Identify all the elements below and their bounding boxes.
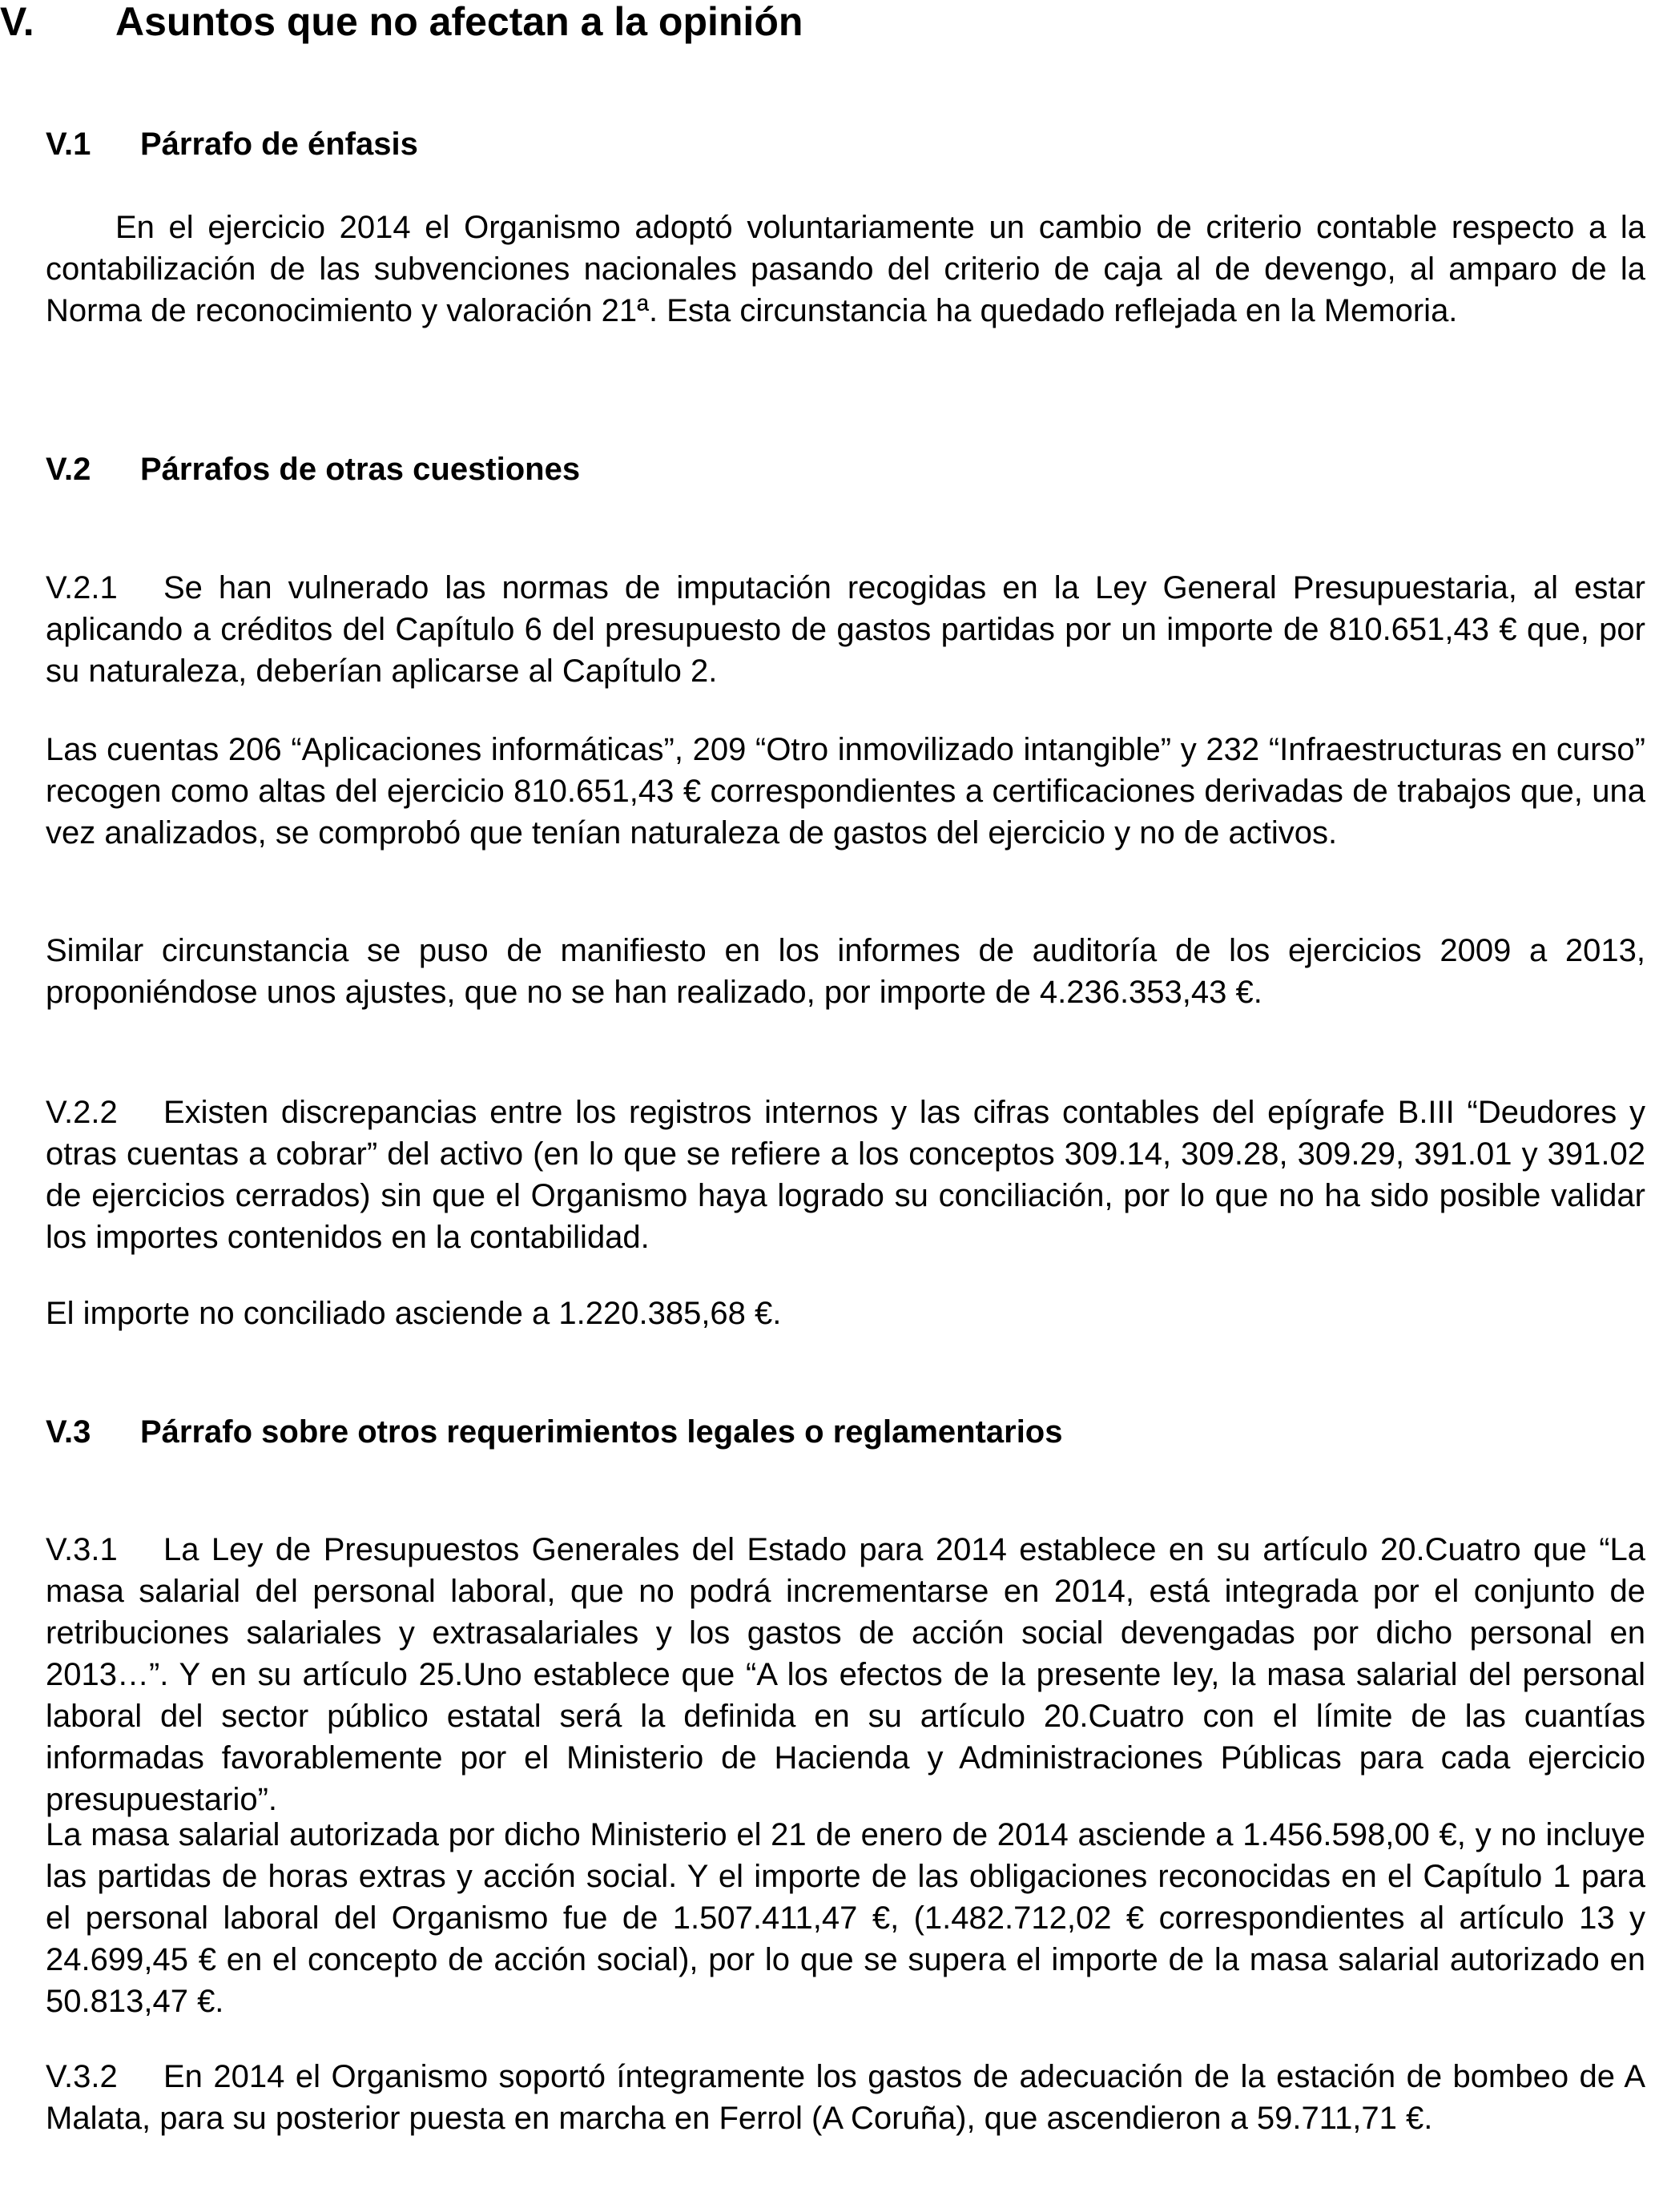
item-v3-2 xyxy=(46,2056,1645,2139)
subsection-heading-v1 xyxy=(46,126,418,163)
subsection-title: Párrafo de énfasis xyxy=(140,127,418,162)
item-v2-1 xyxy=(46,567,1645,692)
section-heading xyxy=(0,0,803,43)
subsection-heading-v3 xyxy=(46,1414,1062,1450)
item-v2-2 xyxy=(46,1092,1645,1258)
item-number: V.3.1 xyxy=(46,1532,118,1567)
paragraph-similar: Similar circunstancia se puso de manifiesto en los informes de auditoría de los ejercicios 2009 a 2013, proponiéndose unos ajustes, que no se han realizado, por importe de 4.236.353,43 €. xyxy=(46,933,1645,1010)
subsection-title: Párrafo sobre otros requerimientos legales o reglamentarios xyxy=(140,1414,1063,1450)
subsection-number: V.1 xyxy=(46,127,91,162)
item-number: V.2.1 xyxy=(46,570,118,605)
item-text: La Ley de Presupuestos Generales del Estado para 2014 establece en su artículo 20.Cuatro que “La masa salarial del personal laboral, que no podrá incrementarse en 2014, está integrada por el conjunto de retribuciones salariales y extrasalariales y los gastos de acción social devengadas por dicho personal en 2013…”. Y en su artículo 25.Uno establece que “A los efectos de la presente ley, la masa salarial del personal laboral del sector público estatal será la definida en su artículo 20.Cuatro con el límite de las cuantías informadas favorablemente por el Ministerio de Hacienda y Administraciones Públicas para cada ejercicio presupuestario”. xyxy=(46,1532,1645,1817)
subsection-heading-v2 xyxy=(46,451,580,488)
item-number: V.3.2 xyxy=(46,2059,118,2094)
subsection-number: V.2 xyxy=(46,452,91,487)
subsection-number: V.3 xyxy=(46,1414,91,1450)
section-number: V. xyxy=(0,0,34,44)
section-title: Asuntos que no afectan a la opinión xyxy=(115,0,803,44)
item-number: V.2.2 xyxy=(46,1095,118,1130)
subsection-title: Párrafos de otras cuestiones xyxy=(140,452,581,487)
paragraph-unreconciled: El importe no conciliado asciende a 1.220.385,68 €. xyxy=(46,1296,782,1331)
item-text: Existen discrepancias entre los registros internos y las cifras contables del epígrafe B.III “Deudores y otras cuentas a cobrar” del activo (en lo que se refiere a los conceptos 309.14, 309.28, 309.29, 391.01 y 391.02 de ejercicios cerrados) sin que el Organismo haya logrado su conciliación, por lo que no ha sido posible validar los importes contenidos en la contabilidad. xyxy=(46,1095,1645,1255)
paragraph-accounts: Las cuentas 206 “Aplicaciones informáticas”, 209 “Otro inmovilizado intangible” y 232 “Infraestructuras en curso” recogen como altas del ejercicio 810.651,43 € correspondientes a certificaciones derivadas de trabajos que, una vez analizados, se comprobó que tenían naturaleza de gastos del ejercicio y no de activos. xyxy=(46,732,1645,851)
item-text: Se han vulnerado las normas de imputación recogidas en la Ley General Presupuestaria, al estar aplicando a créditos del Capítulo 6 del presupuesto de gastos partidas por un importe de 810.651,43 € que, por su naturaleza, deberían aplicarse al Capítulo 2. xyxy=(46,570,1645,689)
paragraph-emphasis: En el ejercicio 2014 el Organismo adoptó voluntariamente un cambio de criterio contable respecto a la contabilización de las subvenciones nacionales pasando del criterio de caja al de devengo, al amparo de la Norma de reconocimiento y valoración 21ª. Esta circunstancia ha quedado reflejada en la Memoria. xyxy=(46,210,1645,328)
paragraph-salary-mass: La masa salarial autorizada por dicho Ministerio el 21 de enero de 2014 asciende a 1.456.598,00 €, y no incluye las partidas de horas extras y acción social. Y el importe de las obligaciones reconocidas en el Capítulo 1 para el personal laboral del Organismo fue de 1.507.411,47 €, (1.482.712,02 € correspondientes al artículo 13 y 24.699,45 € en el concepto de acción social), por lo que se supera el importe de la masa salarial autorizado en 50.813,47 €. xyxy=(46,1817,1645,2019)
item-text: En 2014 el Organismo soportó íntegramente los gastos de adecuación de la estación de bombeo de A Malata, para su posterior puesta en marcha en Ferrol (A Coruña), que ascendieron a 59.711,71 €. xyxy=(46,2059,1645,2136)
item-v3-1 xyxy=(46,1529,1645,1820)
